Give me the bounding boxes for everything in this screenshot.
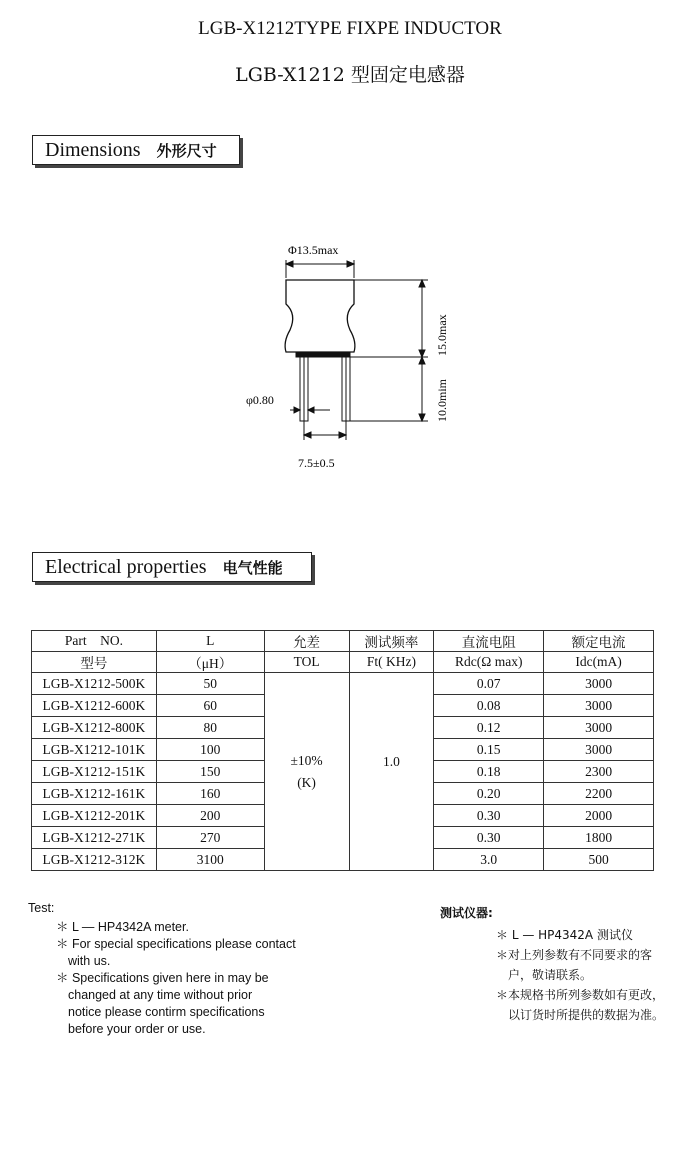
idc-cell: 500 (544, 849, 654, 871)
rdc-cell: 0.30 (434, 827, 544, 849)
part-number-cell: LGB-X1212-201K (32, 805, 157, 827)
header-rdc-en: Rdc(Ω max) (434, 652, 544, 673)
rdc-cell: 0.07 (434, 673, 544, 695)
header-idc-en: Idc(mA) (544, 652, 654, 673)
part-number-cell: LGB-X1212-600K (32, 695, 157, 717)
idc-cell: 3000 (544, 717, 654, 739)
tolerance-cell (264, 673, 349, 871)
table-row (32, 673, 654, 695)
test-notes-en (28, 900, 348, 1038)
note-en-line: ＊ L — HP4342A meter. (56, 920, 189, 934)
part-number-cell: LGB-X1212-500K (32, 673, 157, 695)
electrical-properties-table (31, 630, 654, 871)
inductance-cell: 50 (156, 673, 264, 695)
header-tol-cn: 允差 (264, 631, 349, 652)
rdc-cell: 0.20 (434, 783, 544, 805)
height-label: 15.0max (435, 314, 449, 356)
dimensions-section-label (32, 135, 240, 165)
note-en-line: with us. (68, 954, 111, 968)
part-number-cell: LGB-X1212-151K (32, 761, 157, 783)
inductance-cell: 270 (156, 827, 264, 849)
idc-cell: 2300 (544, 761, 654, 783)
note-en-item (56, 936, 348, 970)
test-notes-cn (440, 903, 690, 1025)
rdc-cell: 0.08 (434, 695, 544, 717)
part-number-cell: LGB-X1212-800K (32, 717, 157, 739)
header-rdc-cn: 直流电阻 (434, 631, 544, 652)
inductor-dimension-drawing (230, 230, 470, 480)
header-part-cn: 型号 (32, 652, 157, 673)
idc-cell: 2200 (544, 783, 654, 805)
dimensions-label-en: Dimensions (45, 138, 141, 161)
part-number-cell: LGB-X1212-161K (32, 783, 157, 805)
table-header-row-en (32, 631, 654, 652)
header-l-en: L (156, 631, 264, 652)
note-cn-line: ＊ L — HP4342A 测试仪 (496, 928, 633, 942)
note-en-line: changed at any time without prior (68, 988, 253, 1002)
idc-cell: 1800 (544, 827, 654, 849)
rdc-cell: 0.30 (434, 805, 544, 827)
inductance-cell: 200 (156, 805, 264, 827)
inductance-cell: 3100 (156, 849, 264, 871)
note-en-line: ＊ For special specifications please contact (56, 937, 296, 951)
idc-cell: 2000 (544, 805, 654, 827)
inductance-cell: 60 (156, 695, 264, 717)
header-part-en: Part NO. (32, 631, 157, 652)
note-en-line: ＊ Specifications given here in may be (56, 971, 269, 985)
note-cn-item (496, 985, 690, 1025)
part-number-cell: LGB-X1212-101K (32, 739, 157, 761)
diameter-label: Φ13.5max (288, 243, 339, 257)
note-en-line: notice please contirm specifications (68, 1005, 265, 1019)
rdc-cell: 0.15 (434, 739, 544, 761)
electrical-label-cn: 电气性能 (222, 558, 283, 577)
dimensions-label-cn: 外形尺寸 (156, 141, 217, 160)
rdc-cell: 0.12 (434, 717, 544, 739)
inductor-body (285, 280, 355, 352)
note-cn-line: 以订货时所提供的数据为准。 (508, 1008, 665, 1022)
electrical-section-label (32, 552, 312, 582)
inductor-base (296, 352, 350, 357)
note-cn-line: ＊本规格书所列参数如有更改， (496, 988, 665, 1002)
header-ft-cn: 测试频率 (349, 631, 434, 652)
note-cn-line: 户，敬请联系。 (508, 968, 593, 982)
note-en-line: before your order or use. (68, 1022, 206, 1036)
rdc-cell: 0.18 (434, 761, 544, 783)
part-number-cell: LGB-X1212-271K (32, 827, 157, 849)
header-tol-en: TOL (264, 652, 349, 673)
document-title-cn: LGB-X1212 型固定电感器 (235, 64, 465, 86)
tolerance-value: ±10% (290, 752, 323, 768)
lead-length-label: 10.0mim (435, 378, 449, 422)
document-title-en: LGB-X1212TYPE FIXPE INDUCTOR (198, 18, 502, 39)
note-cn-item (496, 945, 690, 985)
frequency-cell: 1.0 (349, 673, 434, 871)
note-en-item (56, 970, 348, 1038)
lead-diameter-label: φ0.80 (246, 393, 274, 407)
idc-cell: 3000 (544, 695, 654, 717)
note-cn-line: ＊对上列参数有不同要求的客 (496, 948, 653, 962)
inductance-cell: 100 (156, 739, 264, 761)
header-idc-cn: 额定电流 (544, 631, 654, 652)
rdc-cell: 3.0 (434, 849, 544, 871)
electrical-label-en: Electrical properties (45, 555, 207, 578)
part-number-cell: LGB-X1212-312K (32, 849, 157, 871)
inductance-cell: 80 (156, 717, 264, 739)
idc-cell: 3000 (544, 673, 654, 695)
inductance-cell: 150 (156, 761, 264, 783)
note-cn-item (496, 925, 690, 945)
idc-cell: 3000 (544, 739, 654, 761)
inductance-cell: 160 (156, 783, 264, 805)
tolerance-code: (K) (297, 774, 316, 790)
header-ft-en: Ft( KHz) (349, 652, 434, 673)
note-en-item (56, 919, 348, 936)
test-notes-cn-title: 测试仪器: (440, 906, 493, 920)
pitch-label: 7.5±0.5 (298, 456, 335, 470)
table-header-row-cn (32, 652, 654, 673)
test-notes-title: Test: (28, 901, 55, 915)
header-l-unit: （μH） (156, 652, 264, 673)
